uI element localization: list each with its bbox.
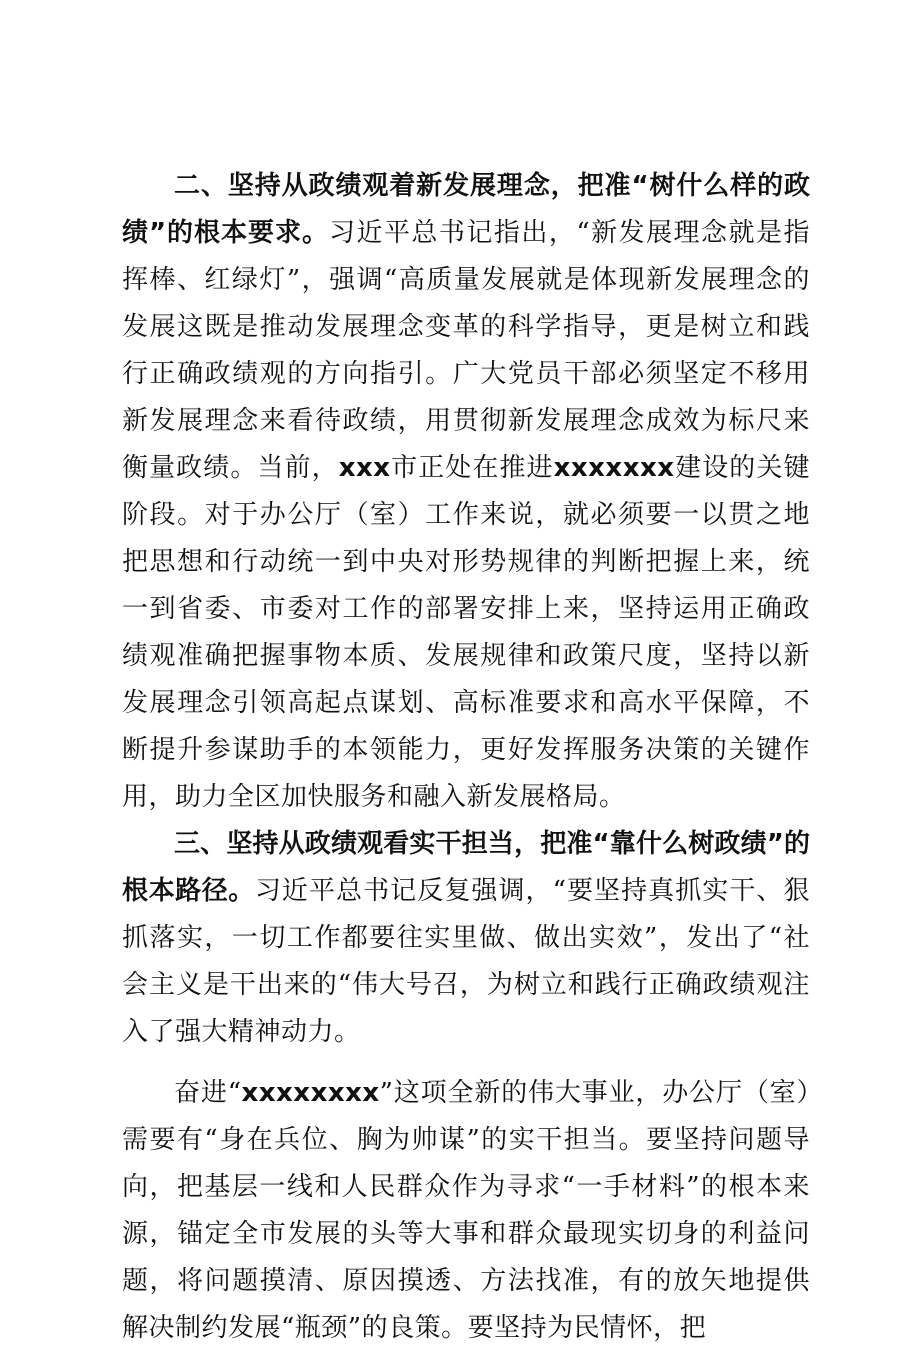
section-3-text: 习近平总书记反复强调，“要坚持真抓实干、狠抓落实，一切工作都要往实里做、做出实效”，发出了“社会主义是干出来的“伟大号召，为树立和践行正确政绩观注入了强大精神动力。 (122, 876, 810, 1047)
section-2-text-part-2: 市正处在推进 (390, 453, 554, 483)
section-2-text-part-3: 建设的关键阶段。对于办公厅（室）工作来说，就必须要一以贯之地把思想和行动统一到中央对形势规律的判断把握上来，统一到省委、市委对工作的部署安排上来，坚持运用正确政绩观准确把握事物本质、发展规律和政策尺度，坚持以新发展理念引领高起点谋划、高标准要求和高水平保障，不断提升参谋助手的本领能力，更好发挥服务决策的关键作用，助力全区加快服务和融入新发展格局。 (122, 453, 810, 812)
paragraph-section-2 (122, 163, 810, 821)
paragraph-4 (122, 1070, 810, 1352)
section-2-text-part-1: 习近平总书记指出，“新发展理念就是指挥棒、红绿灯”，强调“高质量发展就是体现新发展理念的发展这既是推动发展理念变革的科学指导，更是树立和践行正确政绩观的方向指引。广大党员干部必须坚定不移用新发展理念来看待政绩，用贯彻新发展理念成效为标尺来衡量政绩。当前， (122, 218, 810, 483)
paragraph-4-project-placeholder: xxxxxxxx (241, 1078, 380, 1108)
paragraph-4-text-part-2: ”这项全新的伟大事业，办公厅（室）需要有“身在兵位、胸为帅谋”的实干担当。要坚持问题导向，把基层一线和人民群众作为寻求“一手材料”的根本来源，锚定全市发展的头等大事和群众最现实切身的利益问题，将问题摸清、原因摸透、方法找准，有的放矢地提供解决制约发展“瓶颈”的良策。要坚持为民情怀，把 (122, 1078, 811, 1343)
project-placeholder: xxxxxxx (553, 453, 675, 483)
section-2-heading: 二、坚持从政绩观着新发展理念，把准“树什么样的政绩”的根本要求。 (122, 171, 810, 248)
section-3-heading: 三、坚持从政绩观看实干担当，把准“靠什么树政绩”的根本路径。 (122, 829, 810, 906)
city-placeholder: xxx (338, 453, 391, 483)
paragraph-4-text-part-1: 奋进“ (174, 1078, 242, 1108)
document-body (122, 163, 810, 1352)
paragraph-section-3 (122, 821, 810, 1056)
